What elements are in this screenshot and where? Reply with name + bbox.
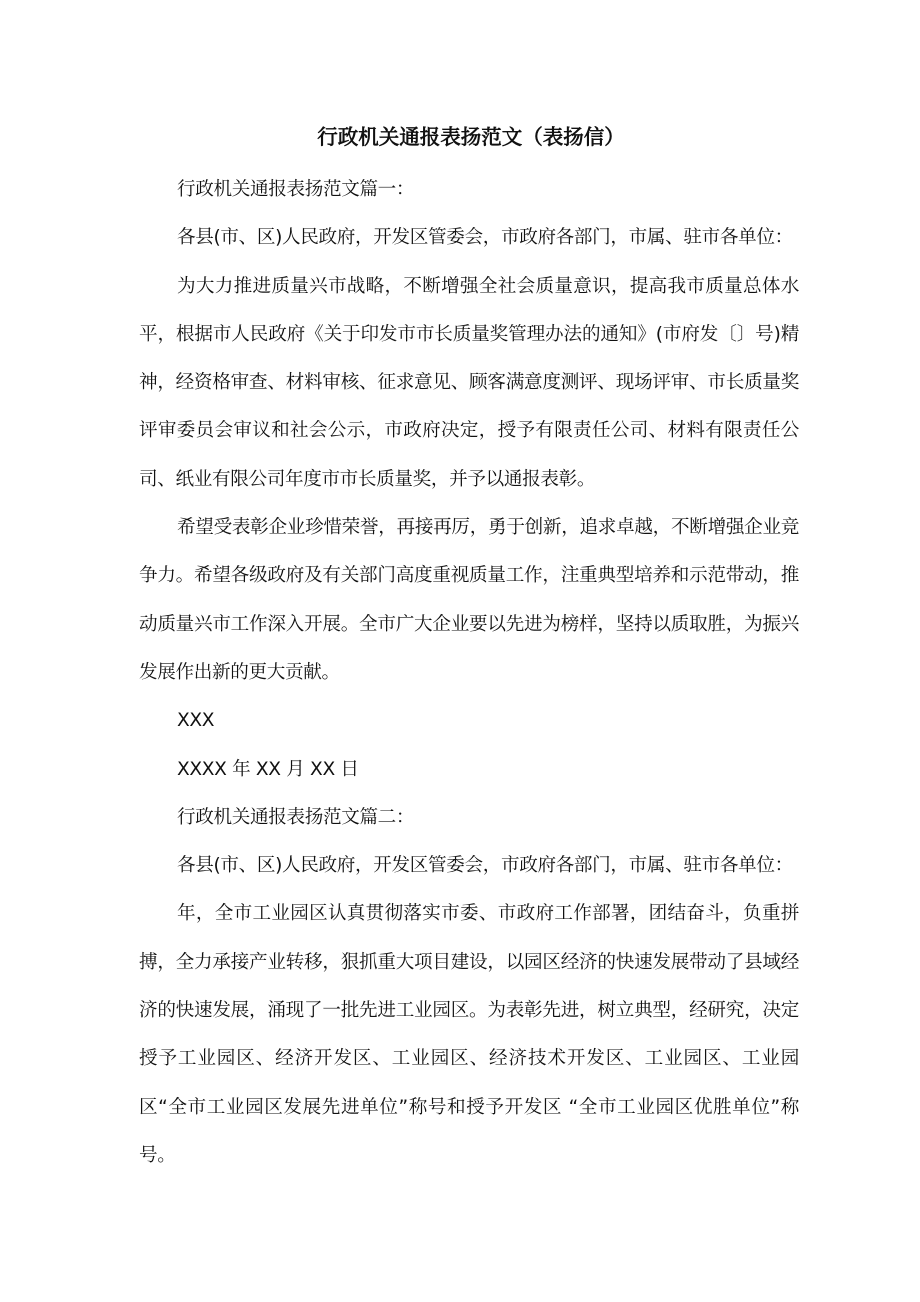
document-page <box>139 118 799 1180</box>
signature: XXX <box>177 710 215 732</box>
document-title: 行政机关通报表扬范文（表扬信） <box>317 125 625 149</box>
date-line: XXXX 年 XX 月 XX 日 <box>177 758 359 780</box>
body-paragraph: 为大力推进质量兴市战略，不断增强全社会质量意识，提高我市质量总体水平，根据市人民政府《关于印发市市长质量奖管理办法的通知》(市府发〔〕号)精神，经资格审查、材料审核、征求意见、顾客满意度测评、现场评审、市长质量奖评审委员会审议和社会公示，市政府决定，授予有限责任公司、材料有限责任公司、纸业有限公司年度市市长质量奖，并予以通报表彰。 <box>139 275 799 490</box>
salutation-2: 各县(市、区)人民政府，开发区管委会，市政府各部门，市属、驻市各单位： <box>177 855 793 877</box>
salutation-1: 各县(市、区)人民政府，开发区管委会，市政府各部门，市属、驻市各单位： <box>177 227 793 249</box>
section-heading-1: 行政机关通报表扬范文篇一： <box>177 179 415 200</box>
body-paragraph: 年，全市工业园区认真贯彻落实市委、市政府工作部署，团结奋斗，负重拼搏，全力承接产业转移，狠抓重大项目建设，以园区经济的快速发展带动了县域经济的快速发展，涌现了一批先进工业园区。为表彰先进，树立典型，经研究，决定授予工业园区、经济开发区、工业园区、经济技术开发区、工业园区、工业园区“全市工业园区发展先进单位”称号和授予开发区 “全市工业园区优胜单位”称号。 <box>139 903 799 1166</box>
body-paragraph: 希望受表彰企业珍惜荣誉，再接再厉，勇于创新，追求卓越，不断增强企业竞争力。希望各级政府及有关部门高度重视质量工作，注重典型培养和示范带动，推动质量兴市工作深入开展。全市广大企业要以先进为榜样，坚持以质取胜，为振兴发展作出新的更大贡献。 <box>139 517 799 683</box>
section-heading-2: 行政机关通报表扬范文篇二： <box>177 806 415 828</box>
